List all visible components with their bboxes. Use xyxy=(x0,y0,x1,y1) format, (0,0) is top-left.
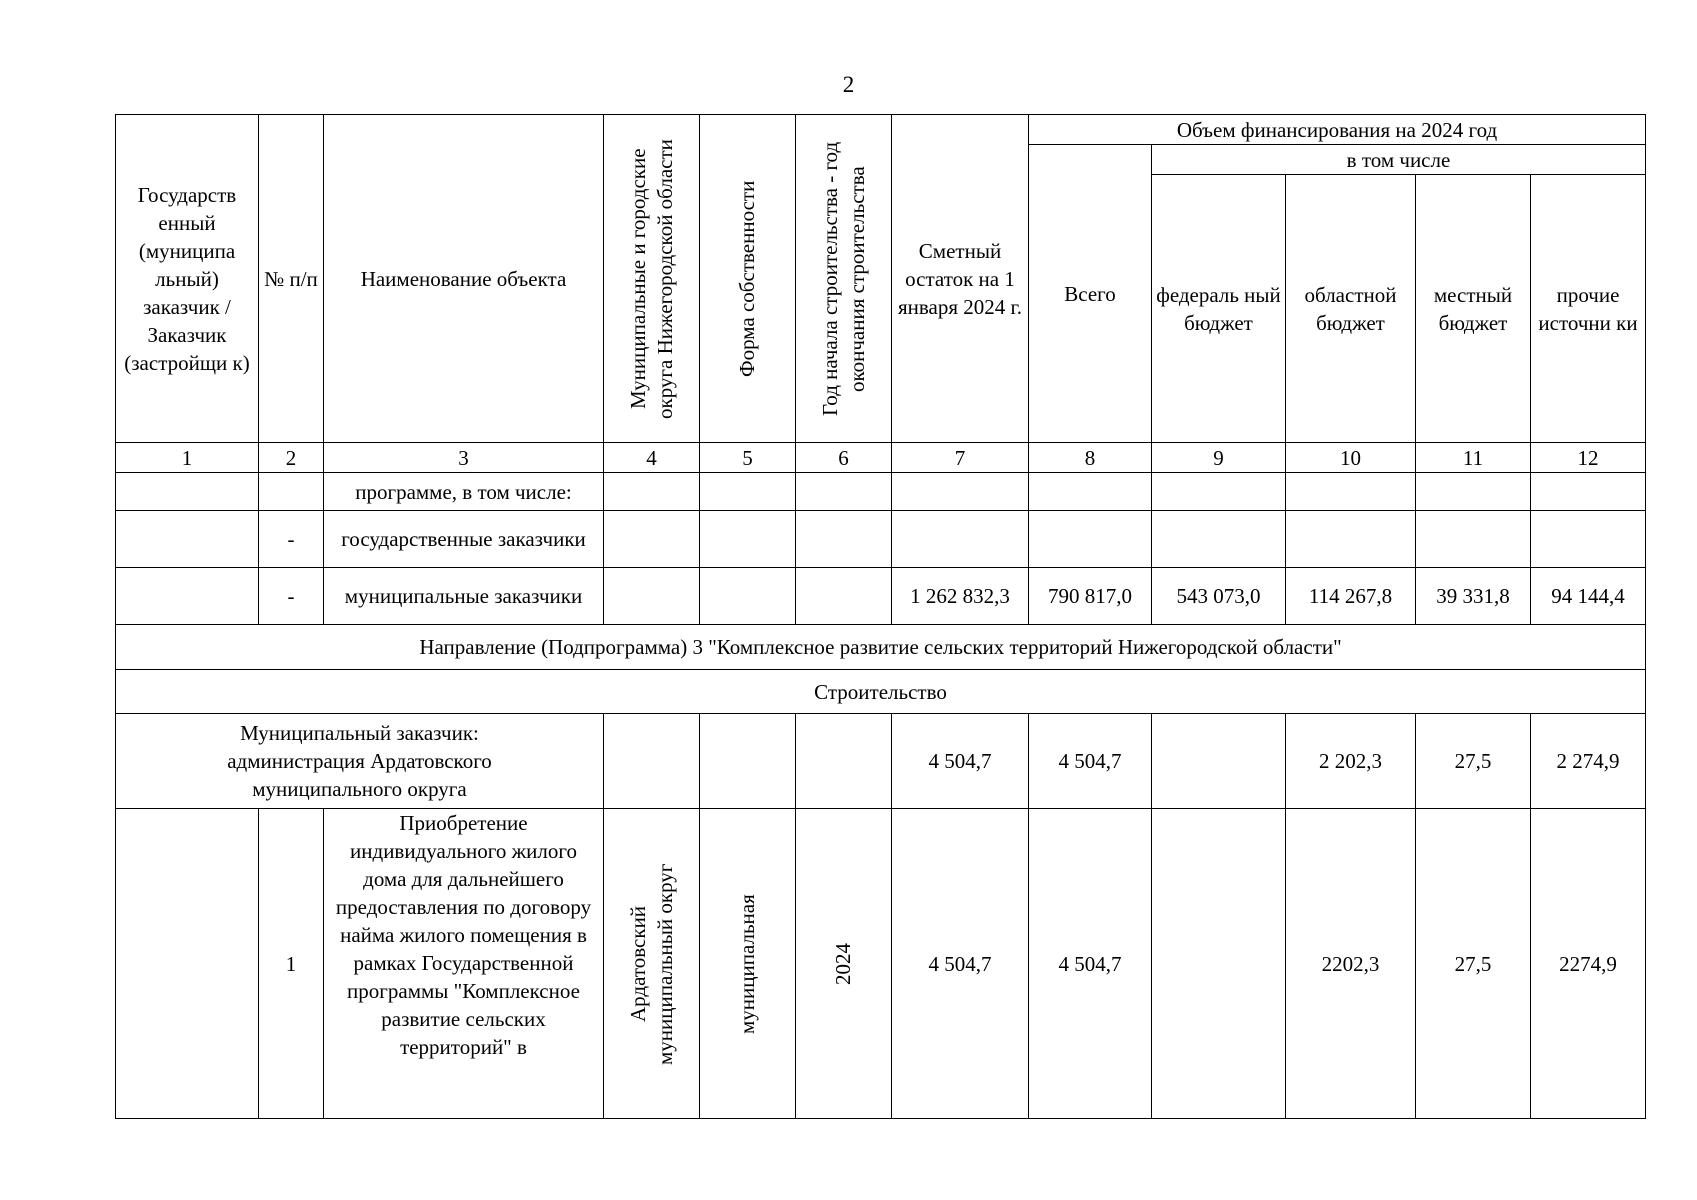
row-name: муниципальные заказчики xyxy=(324,568,604,625)
column-numbers-row xyxy=(116,443,1646,473)
header-total: Всего xyxy=(1029,145,1152,443)
cell-regional: 2 202,3 xyxy=(1286,714,1416,809)
cell-remainder: 4 504,7 xyxy=(892,809,1029,1119)
cell-total: 4 504,7 xyxy=(1029,714,1152,809)
cell-local: 27,5 xyxy=(1416,809,1531,1119)
cell-other: 94 144,4 xyxy=(1531,568,1646,625)
cell-local: 39 331,8 xyxy=(1416,568,1531,625)
cell-year: 2024 xyxy=(796,809,892,1119)
row-name: программе, в том числе: xyxy=(324,473,604,511)
header-other: прочие источни ки xyxy=(1531,175,1646,443)
row-num: 1 xyxy=(259,809,324,1119)
cell-other: 2274,9 xyxy=(1531,809,1646,1119)
direction-heading: Направление (Подпрограмма) 3 "Комплексное развитие сельских территорий Нижегородской области" xyxy=(116,625,1646,670)
table-row-construction xyxy=(116,670,1646,714)
construction-heading: Строительство xyxy=(116,670,1646,714)
cell-federal: 543 073,0 xyxy=(1152,568,1286,625)
col-number: 8 xyxy=(1029,443,1152,473)
cell-other: 2 274,9 xyxy=(1531,714,1646,809)
header-regional: областной бюджет xyxy=(1286,175,1416,443)
cell-total: 790 817,0 xyxy=(1029,568,1152,625)
header-ownership: Форма собственности xyxy=(700,115,796,443)
col-number: 7 xyxy=(892,443,1029,473)
cell-municipality: Ардатовский муниципальный округ xyxy=(604,809,700,1119)
header-num: № п/п xyxy=(259,115,324,443)
table-row-direction xyxy=(116,625,1646,670)
col-number: 1 xyxy=(116,443,259,473)
cell-remainder: 1 262 832,3 xyxy=(892,568,1029,625)
col-number: 12 xyxy=(1531,443,1646,473)
row-name: государственные заказчики xyxy=(324,511,604,568)
header-federal: федераль ный бюджет xyxy=(1152,175,1286,443)
page-number: 2 xyxy=(842,72,855,97)
cell-regional: 114 267,8 xyxy=(1286,568,1416,625)
header-financing: Объем финансирования на 2024 год xyxy=(1029,115,1646,145)
row-name: Приобретение индивидуального жилого дома для дальнейшего предоставления по договору найма жилого помещения в рамках Государственной программы "Комплексное развитие сельских территорий" в xyxy=(324,809,604,1119)
header-object-name: Наименование объекта xyxy=(324,115,604,443)
cell-total: 4 504,7 xyxy=(1029,809,1152,1119)
col-number: 9 xyxy=(1152,443,1286,473)
table-row-customer xyxy=(116,714,1646,809)
row-num: - xyxy=(259,511,324,568)
table-row-program xyxy=(116,473,1646,511)
cell-regional: 2202,3 xyxy=(1286,809,1416,1119)
cell-ownership: муниципальная xyxy=(700,809,796,1119)
col-number: 3 xyxy=(324,443,604,473)
header-local: местный бюджет xyxy=(1416,175,1531,443)
col-number: 10 xyxy=(1286,443,1416,473)
col-number: 2 xyxy=(259,443,324,473)
col-number: 5 xyxy=(700,443,796,473)
header-years: Год начала строительства - год окончания строительства xyxy=(796,115,892,443)
cell-local: 27,5 xyxy=(1416,714,1531,809)
table-row-municipal-customers xyxy=(116,568,1646,625)
col-number: 6 xyxy=(796,443,892,473)
table-row-item xyxy=(116,809,1646,1119)
customer-name: Муниципальный заказчик: администрация Ардатовского муниципального округа xyxy=(116,714,604,809)
col-number: 4 xyxy=(604,443,700,473)
table-row-state-customers xyxy=(116,511,1646,568)
header-including: в том числе xyxy=(1152,145,1646,175)
header-remainder: Сметный остаток на 1 января 2024 г. xyxy=(892,115,1029,443)
header-municipalities: Муниципальные и городские округа Нижегородской области xyxy=(604,115,700,443)
cell-remainder: 4 504,7 xyxy=(892,714,1029,809)
col-number: 11 xyxy=(1416,443,1531,473)
financing-table xyxy=(115,114,1646,1119)
row-num: - xyxy=(259,568,324,625)
header-customer: Государств енный (муниципа льный) заказчик / Заказчик (застройщи к) xyxy=(116,115,259,443)
